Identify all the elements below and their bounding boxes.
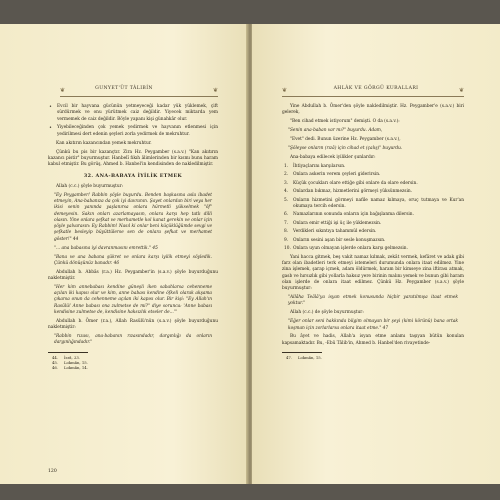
page-number: 120	[48, 469, 57, 474]
list-item: 8. Verdikleri sıkıntıya tahammül edersin.	[284, 229, 377, 235]
quotation: "Rabbin rızası, ana-babanın rızasındadır, dargınlığı da onların dargınlığındadır."	[54, 334, 212, 346]
paragraph: Yani hacca gitmek, beş vakit namaz kılmak, zekât vermek, kefâret ve adak gibi farz olan ibadetleri terk etmeyi istemeleri durumunda onlara itaat edilmez. Yine zina işlemek, şarap içmek, adam öldürmek, haram bir kimseye zina iftirası atmak, gasb ve hırsızlık gibi yollarla haksız yere birinin malını yemek ve bunun gibi haram olan işlerde de onlara itaat edilmez. Çünkü Hz. Peygamber (s.a.v.) şöyle buyurmuştur:	[282, 254, 464, 292]
list-item: 9. Onların sesini aşan bir sesle konuşmazsın.	[284, 237, 386, 243]
list-item: 1. İhtiyaçlarını karşılarsın.	[284, 163, 346, 169]
running-header: GUNYET'ÜT TÂLIBİN	[95, 86, 153, 91]
running-header: AHLÂK VE GÖRGÜ KURALLARI	[333, 86, 419, 91]
quotation: "Bana ve ana babana şükret ve onlara karşı iyilik etmeyi söyledik. Çünkü dönüşünüz banadır. 46	[54, 254, 212, 266]
paragraph: Allah (c.c.) de şöyle buyurmuştur:	[290, 310, 364, 316]
paragraph: Bu âyet ve hadis, Allah'a isyan etme anlamı taşıyan bütün konulan kapsamaktadır. Bu, -Ebû Tâlib'in, Ahmed b. Hanbel'den rivayetinde-	[282, 334, 464, 346]
ornament-icon: ❦	[282, 87, 288, 94]
quotation: "... ana babasına iyi davranmasını emrettik." 45	[54, 245, 158, 251]
list-item: 7. Onlara emir ettiği işi üç ile yüklemezsin.	[284, 220, 382, 226]
list-item: 3. Küçük çocukları olare ettiğe gibi onlare da olare edersin.	[284, 180, 418, 186]
list-item: 4. Onlardan bıkmaz, hizmetlerini görmeyi yüksünmezsin.	[284, 189, 412, 195]
quotation: "Her kim annebabası kendine güneşli iken sabahlarsa cehenneme açılan iki kapısı olur ve kim, anne babası kendine öfkeli olarak akşama çıkarsa onun da cehenneme açılan iki kapısı olur. Bir kişi: "Ey Allah'ın Rasûlü! Anne babası ona zulmetse de mi?" diye sorunca: 'Anne babası kendisine zulmetse de, kendisine haksızlık etseler de...'"	[54, 284, 212, 316]
paragraph: Ana-babaya edilecek iyilikler şunlardır:	[290, 154, 376, 160]
paragraph: Yine Abdullah b. Ömer'den şöyle nakledilmiştir. Hz. Peygamber'e (s.a.v.) biri gelerek,	[282, 104, 464, 116]
quotation: "Senin ana-baban var mı?" buyurdu. Adam,	[288, 128, 383, 134]
ornament-icon: ❦	[212, 87, 218, 94]
paragraph: Allah (c.c.) şöyle buyurmuştur:	[56, 183, 124, 189]
paragraph: Kan akıtırın kazancından yemek mekruhtur.	[56, 140, 152, 146]
list-item: • Evcil bir hayvana gücünün yetmeyeceği kadar yük yüklemek, çift sürdürmek ve onu yürütmek caiz değildir. Yiyecek miktarda yem vermemek de caiz değildir. Böyle yapanı kişi günahkâr olur.	[48, 104, 218, 123]
header-rule	[60, 96, 218, 97]
footnote: 47. Lokmân, 15.	[286, 355, 322, 361]
quotation: "Şöleyse onların (rızâ) için cihad et (çalış)" buyurdu.	[288, 145, 403, 151]
list-item: 5. Onların hizmetini görmeyi nafile namaz kılmaya, oruç tutmaya ve Kur'an okumaya tercih edersin.	[284, 197, 464, 209]
list-item: 2. Onlara askerin verem çeyleri giderirsin.	[284, 172, 381, 178]
paragraph: Abdullah b. Abbâs (r.a.) Hz. Peygamber'in (s.a.v.) şöyle buyurduğunu nakletmiştir.	[48, 269, 218, 281]
footnote-rule	[282, 352, 322, 353]
open-book	[0, 24, 500, 484]
footnote-rule	[48, 352, 88, 353]
header-rule	[282, 96, 464, 97]
ornament-icon: ❦	[458, 87, 464, 94]
section-title: 32. ANA-BABAYA İYİLİK ETMEK	[83, 173, 183, 180]
list-item: 10. Onlara uyun olmayan işlerde onlara karşı gelmezsin.	[284, 246, 408, 252]
right-text	[282, 104, 464, 360]
list-item: 6. Namazlarının sonunda onların için bağışlanma dilersin.	[284, 212, 414, 218]
ornament-icon: ❦	[60, 87, 66, 94]
quotation: "Ey Peygamber! Rabbin şöyle buyurdu. Benden başkasına asla ibadet etmeyin, Ana-babanıza da çok iyi davranın. Şayet onlardan biri veya her ikisi senin yanında yaşlanırsa onlara hürmetli yükselmek "öf" demeyesin. Sakın onları azarlamayasın, onlara karşı hep tatlı dilli olasın. Yine onlara şefkat ve merhametle kol kanat gerekin ve onlar için şöyle yalvarasın: Ey Rabbim! Nasıl ki onlar beni küçüklüğümde sevgi ve şefkatle besleyip büyüttülerse sen de onlara şefkat ve merhamet göster!" 44	[54, 192, 212, 242]
paragraph: "Ben cihad etmek istiyorum" demişti. O da (s.a.v.):	[290, 119, 400, 125]
left-page	[0, 24, 248, 484]
footnote: 46. Lokmân, 14.	[52, 365, 88, 371]
quotation: "Allâha Teâlâ'ya isyan etmek konusunda hiçbir yaratılmışa itaat etmek yoktur."	[288, 295, 458, 307]
right-page	[252, 24, 500, 484]
paragraph: Çünkü bu pis bir kazançtır. Zira Hz. Peygamber (s.a.v.) "Kan akıtırın kazancı pistir" buyurmuştur. Hanbelî fıkıh âlimlerinden bir kısmı bunu haram kabul etmiştir. Bu görüş, Ahmed b. Hanbel'in kendisinden de nakledilmiştir.	[48, 149, 218, 168]
list-item: • Yiyebileceğinden çok yemek yedirmek ve hayvanın etlenmesi için yedirilmesi dert edenin şeyleri zorla yedirmek de mekruhtur.	[48, 125, 218, 138]
footnote: 45. Lokmân, 15.	[52, 359, 88, 365]
left-text	[48, 104, 218, 370]
paragraph: "Evet" dedi. Bunun üzerine Hz. Peygamber (s.a.v.),	[290, 136, 401, 142]
quotation: "Eğer onlar seni hakkında bilgim olmayan bir şeyi (kimi körünü) bana ortak koşman için zorlarlarsa onlara itaat etme." 47	[288, 319, 458, 331]
paragraph: Abdullah b. Ömer (r.a.), Allah Rasûlü'nün (s.a.v.) şöyle buyurduğunu nakletmiştir:	[48, 318, 218, 331]
footnote: 44. İsrâ, 23.	[52, 354, 80, 360]
